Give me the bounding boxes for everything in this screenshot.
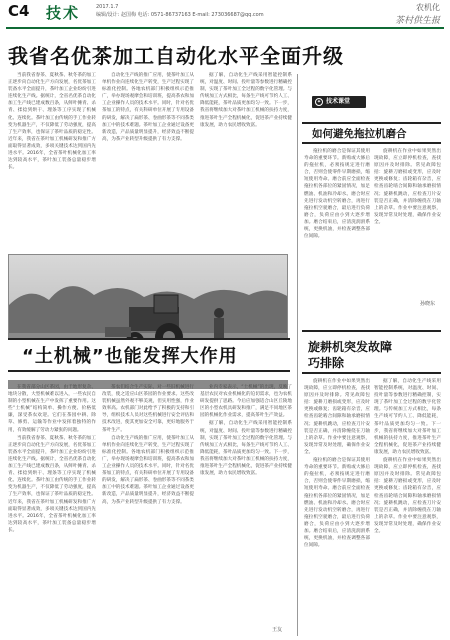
article-text: 据了解，自动化生产线采用智能控制系统，对温度、时间、投叶量等参数进行精确控制，实现了茶叶加工全过程的数字化管理。与传统加工方式相比，每条生产线可节约人工、降低能耗，茶叶品质更加均匀一致。下一步，我省将继续加大对茶叶加工机械的扶持力度，推进茶叶生产全程机械化，促进茶产业持续健康发展，助力农民增收致富。 xyxy=(200,73,292,128)
repair-text: 旋耕机在作业中如果突然出现故障，应立即停机检查，查找原因并及时排除。常见故障包括：旋耕刀磨损或变形，应及时更换或修复；齿轮箱有杂音，应检查齿轮啮合间隙和轴承磨损情况；旋耕机跳动，应检查刀片安装是否正确，并清除缠绕在刀轴上的杂草。作业中要注意观察，发现异常及时处理，确保作业安全。 xyxy=(304,379,370,455)
divider xyxy=(302,122,441,124)
issue-date: 2017.1.7 xyxy=(96,4,119,10)
divider xyxy=(8,338,290,340)
masthead xyxy=(395,2,440,26)
header-rule xyxy=(6,27,444,29)
badge-label: 技术课堂 xyxy=(326,98,351,105)
feature-text: 业内专家表示，“土机械”的出现，反映了基层农民对农业机械化的迫切需求，也为农机研发提供了思路。今后应加强适合山区丘陵地区的小型农机具研发和推广，满足不同地区茶园的机械化作业需求，提高茶叶生产效益。 xyxy=(200,385,292,419)
repair-text: 据了解，自动化生产线采用智能控制系统，对温度、时间、投叶量等参数进行精确控制，实现了茶叶加工全过程的数字化管理。与传统加工方式相比，每条生产线可节约人工、降低能耗，茶叶品质更加均匀一致。下一步，我省将继续加大对茶叶加工机械的扶持力度，推进茶叶生产全程机械化，促进茶产业持续健康发展，助力农民增收致富。 xyxy=(374,379,441,455)
repair-column-2 xyxy=(374,378,441,628)
feature-text: 茶农们结合生产实际，对一些旧机械进行改装，使之适应山区茶园的作业要求。这些改装机械虽然外观不够美观，但实用性强，作业效率高。农机部门对此给予了积极的支持和引导，组织技术人员对这些机械进行安全评估和技术改进，使其更加安全可靠，更好地服务于茶叶生产。 xyxy=(102,385,194,433)
tech-column-2 xyxy=(374,148,441,324)
masthead-small: 农机化 xyxy=(416,3,440,12)
feature-title: “土机械”也能发挥大作用 xyxy=(22,346,238,367)
repair-column-1 xyxy=(304,378,370,628)
feature-text: 当前我省春茶、夏秋茶、秋冬茶的加工正逐步向自动化生产方向发展，名优茶加工装备水平全面提升，茶叶加工企业纷纷引进连续化生产线。据统计，全省名优茶自动化加工生产线已建成数百条，从鲜叶摊青、杀青、揉捻到烘干、理条等工序实现了机械化、连续化。茶叶加工由传统的手工作业转变为机器生产，不仅降低了劳动强度，提高了生产效率，也保证了茶叶品质的稳定性。近年来，我省在茶叶加工机械研发和推广方面取得显著成效，多项关键技术达到国内先进水平。2016年，全省茶叶机械化加工率达到较高水平，茶叶加工装备总量稳步增长。 xyxy=(8,435,96,533)
feature-text: 在我省部分山区茶园，由于地形复杂、地块分散，大型机械难以进入，一些农民自制的小型机械在生产中发挥了重要作用。这些“土机械”结构简单、操作方便、价格低廉，深受茶农欢迎。它们在茶园中耕、除草、修剪、运输等作业中发挥着独特的作用，有效缓解了劳动力紧张的问题。 xyxy=(8,385,96,433)
divider xyxy=(302,330,441,332)
masthead-large: 茶村供生报 xyxy=(394,16,440,26)
byline-feature: 王友 xyxy=(272,627,283,633)
feature-column-2 xyxy=(102,384,194,630)
tech-text: 旋耕机在作业中如果突然出现故障，应立即停机检查，查找原因并及时排除。常见故障包括：旋耕刀磨损或变形，应及时更换或修复；齿轮箱有杂音，应检查齿轮啮合间隙和轴承磨损情况；旋耕机跳动，应检查刀片安装是否正确，并清除缠绕在刀轴上的杂草。作业中要注意观察，发现异常及时处理，确保作业安全。 xyxy=(374,149,441,225)
tech-text: 拖拉机的磨合是保证其使用寿命的重要环节。新购或大修后的拖拉机，必须按规定进行磨合，否则会使零件早期磨损，缩短使用寿命。磨合前应全面检查拖拉机各部位的紧固情况，加足燃油、机油和冷却水。磨合时应先进行发动机空转磨合，再进行拖拉机空驶磨合，最后进行负荷磨合，负荷应由小到大逐步增加。磨合结束后，应清洗润滑系统，更换机油，并检查调整各部位间隙。 xyxy=(304,149,370,240)
divider xyxy=(8,370,290,372)
article-column-2 xyxy=(102,72,194,248)
main-headline: 我省名优茶加工自动化水平全面升级 xyxy=(8,44,344,68)
page-header xyxy=(0,0,450,26)
page-code: C4 xyxy=(8,2,30,20)
repair-text: 旋耕机在作业中如果突然出现故障，应立即停机检查，查找原因并及时排除。常见故障包括：旋耕刀磨损或变形，应及时更换或修复；齿轮箱有杂音，应检查齿轮啮合间隙和轴承磨损情况；旋耕机跳动，应检查刀片安装是否正确，并清除缠绕在刀轴上的杂草。作业中要注意观察，发现异常及时处理，确保作业安全。 xyxy=(374,458,441,534)
feature-column-3 xyxy=(200,384,292,630)
repair-text: 拖拉机的磨合是保证其使用寿命的重要环节。新购或大修后的拖拉机，必须按规定进行磨合，否则会使零件早期磨损，缩短使用寿命。磨合前应全面检查拖拉机各部位的紧固情况，加足燃油、机油和冷却水。磨合时应先进行发动机空转磨合，再进行拖拉机空驶磨合，最后进行负荷磨合，负荷应由小到大逐步增加。磨合结束后，应清洗润滑系统，更换机油，并检查调整各部位间隙。 xyxy=(304,458,370,549)
lightbulb-icon: ✦ xyxy=(316,99,322,105)
tech-column-1 xyxy=(304,148,370,324)
divider xyxy=(302,372,441,374)
feature-title-band xyxy=(8,338,290,380)
tech-class-badge xyxy=(312,96,366,108)
article-column-1 xyxy=(8,72,96,248)
repair-title-line2: 巧排除 xyxy=(308,356,345,370)
section-name: 技术 xyxy=(46,4,81,22)
feature-text: 自动化生产线的推广应用，使茶叶加工从单机作业向连续化生产转变，生产过程实现了标准化控制。各地农机部门积极组织示范推广，举办现场观摩会和培训班，提高茶农和加工企业操作人员的技术水平。同时，针对名优茶加工的特点，有关科研单位开展了专用设备的研发，解决了扁形茶、卷曲形茶等不同茶类加工中的技术难题。茶叶加工企业通过设备更新改造，产品质量明显提升，经济效益不断提高，为茶产业转型升级提供了有力支撑。 xyxy=(102,435,194,505)
editor-contact: 编辑/设计: 赵国梅 电话: 0571-86737163 E-mail: 273036687@qq.com xyxy=(96,12,264,18)
article-text: 当前我省春茶、夏秋茶、秋冬茶的加工正逐步向自动化生产方向发展，名优茶加工装备水平全面提升，茶叶加工企业纷纷引进连续化生产线。据统计，全省名优茶自动化加工生产线已建成数百条，从鲜叶摊青、杀青、揉捻到烘干、理条等工序实现了机械化、连续化。茶叶加工由传统的手工作业转变为机器生产，不仅降低了劳动强度，提高了生产效率，也保证了茶叶品质的稳定性。近年来，我省在茶叶加工机械研发和推广方面取得显著成效，多项关键技术达到国内先进水平。2016年，全省茶叶机械化加工率达到较高水平，茶叶加工装备总量稳步增长。 xyxy=(8,73,96,171)
header-meta xyxy=(96,3,264,19)
tech-class-title: 如何避免拖拉机磨合 xyxy=(312,128,407,140)
feature-column-1 xyxy=(8,384,96,630)
repair-title-line1: 旋耕机突发故障 xyxy=(308,340,393,354)
repair-article xyxy=(297,326,444,636)
feature-text: 据了解，自动化生产线采用智能控制系统，对温度、时间、投叶量等参数进行精确控制，实现了茶叶加工全过程的数字化管理。与传统加工方式相比，每条生产线可节约人工、降低能耗，茶叶品质更加均匀一致。下一步，我省将继续加大对茶叶加工机械的扶持力度，推进茶叶生产全程机械化，促进茶产业持续健康发展，助力农民增收致富。 xyxy=(200,421,292,477)
article-column-3 xyxy=(200,72,292,248)
article-text: 自动化生产线的推广应用，使茶叶加工从单机作业向连续化生产转变，生产过程实现了标准化控制。各地农机部门积极组织示范推广，举办现场观摩会和培训班，提高茶农和加工企业操作人员的技术水平。同时，针对名优茶加工的特点，有关科研单位开展了专用设备的研发，解决了扁形茶、卷曲形茶等不同茶类加工中的技术难题。茶叶加工企业通过设备更新改造，产品质量明显提升，经济效益不断提高，为茶产业转型升级提供了有力支撑。 xyxy=(102,73,194,142)
byline-tech: 孙晓东 xyxy=(420,301,436,307)
divider xyxy=(302,142,441,144)
tech-class-box xyxy=(297,74,444,326)
